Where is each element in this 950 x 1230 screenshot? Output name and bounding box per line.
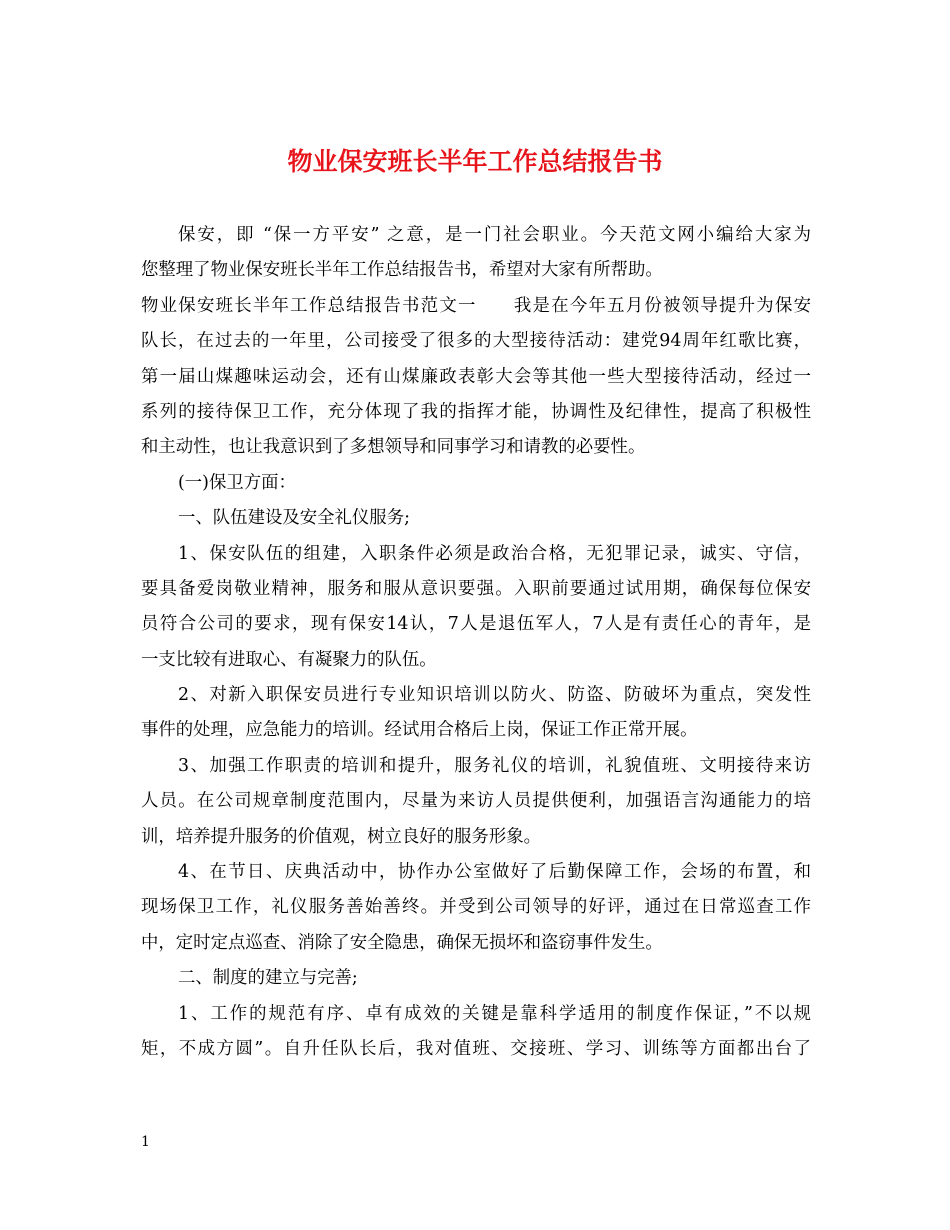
text-line: [141, 289, 811, 324]
text-line: 您整理了物业保安班长半年工作总结报告书，希望对大家有所帮助。: [141, 260, 663, 281]
text-line: 保安，即 “保一方平安” 之意，是一门社会职业。今天范文网小编给大家为: [178, 225, 811, 245]
text-span: 我是在今年五月份被领导提升为保安: [512, 295, 811, 316]
section-heading: 二、制度的建立与完善;: [178, 968, 358, 989]
text-line: 训，培养提升服务的价值观，树立良好的服务形象。: [141, 826, 541, 847]
text-line: 1、保安队伍的组建，入职条件必须是政治合格，无犯罪记录，诚实、守信，: [178, 543, 811, 564]
text-line: 队长，在过去的一年里，公司接受了很多的大型接待活动：建党94周年红歌比赛，: [141, 331, 811, 352]
text-line: 事件的处理，应急能力的培训。经试用合格后上岗，保证工作正常开展。: [141, 720, 698, 741]
text-line: 一支比较有进取心、有凝聚力的队伍。: [141, 649, 437, 670]
text-line: 现场保卫工作，礼仪服务善始善终。并受到公司领导的好评，通过在日常巡查工作: [141, 897, 811, 918]
text-line: 2、对新入职保安员进行专业知识培训以防火、防盗、防破坏为重点，突发性: [178, 685, 811, 706]
text-line: 人员。在公司规章制度范围内，尽量为来访人员提供便利，加强语言沟通能力的培: [141, 791, 811, 812]
text-line: 员符合公司的要求，现有保安14认，7人是退伍军人，7人是有责任心的青年，是: [141, 614, 811, 635]
text-line: 要具备爱岗敬业精神，服务和服从意识要强。入职前要通过试用期，确保每位保安: [141, 578, 811, 599]
text-line: 系列的接待保卫工作，充分体现了我的指挥才能，协调性及纪律性，提高了积极性: [141, 401, 811, 422]
text-line: 矩，不成方圆”。自升任队长后，我对值班、交接班、学习、训练等方面都出台了: [141, 1038, 811, 1059]
page-number: 1: [141, 1134, 150, 1150]
section-heading: 物业保安班长半年工作总结报告书范文一: [141, 295, 477, 316]
section-heading: 一、队伍建设及安全礼仪服务;: [178, 508, 410, 529]
text-line: 和主动性，也让我意识到了多想领导和同事学习和请教的必要性。: [141, 437, 646, 458]
section-heading: (一)保卫方面：: [178, 472, 296, 493]
document-title: 物业保安班长半年工作总结报告书: [287, 147, 663, 176]
document-body: [141, 218, 811, 1067]
text-line: 第一届山煤趣味运动会，还有山煤廉政表彰大会等其他一些大型接待活动，经过一: [141, 366, 811, 387]
text-line: 中，定时定点巡查、消除了安全隐患，确保无损坏和盗窃事件发生。: [141, 932, 663, 953]
text-line: 3、加强工作职责的培训和提升，服务礼仪的培训，礼貌值班、文明接待来访: [178, 755, 811, 776]
text-line: 1、工作的规范有序、卓有成效的关键是靠科学适用的制度作保证，”不以规: [178, 1003, 811, 1024]
text-line: 4、在节日、庆典活动中，协作办公室做好了后勤保障工作，会场的布置，和: [178, 862, 811, 883]
